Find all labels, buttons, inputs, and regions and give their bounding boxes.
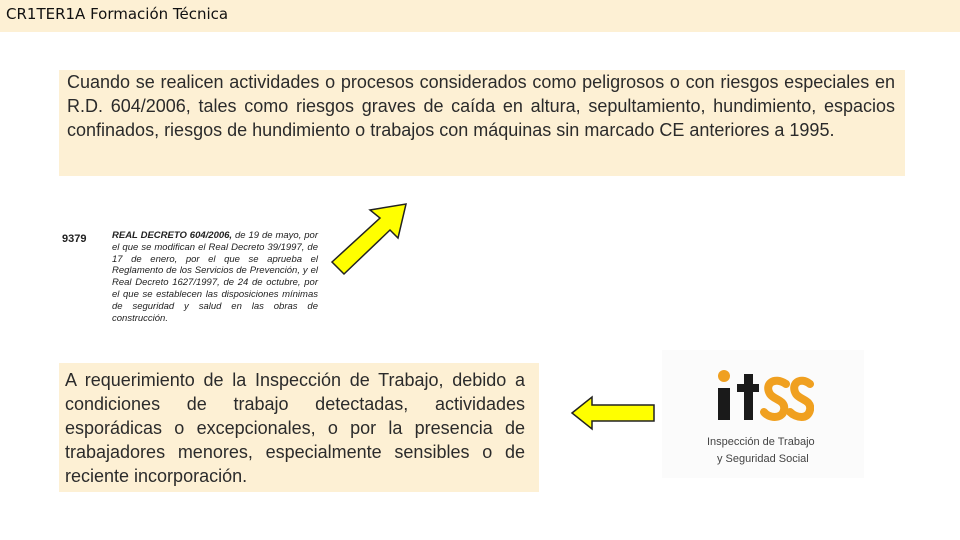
bottom-text: A requerimiento de la Inspección de Trabajo, debido a condiciones de trabajo detectadas, actividades esporádicas o excepcionales, o por la presencia de trabajadores menores, especialmente sensibles o de reciente incorporación. <box>65 370 525 486</box>
logo-caption-line2: y Seguridad Social <box>717 453 809 465</box>
header-bar <box>0 0 960 32</box>
decree-text <box>112 230 318 324</box>
decree-excerpt-image <box>62 230 332 324</box>
decree-title: REAL DECRETO 604/2006, <box>112 230 233 241</box>
top-text: Cuando se realicen actividades o procesos considerados como peligrosos o con riesgos especiales en R.D. 604/2006, tales como riesgos graves de caída en altura, sepultamiento, hundimiento, espacios confinados, riesgos de hundimiento o trabajos con máquinas sin marcado CE anteriores a 1995. <box>67 72 895 140</box>
left-arrow-icon <box>570 395 656 431</box>
diagonal-arrow-icon <box>326 198 412 280</box>
decree-body: de 19 de mayo, por el que se modifican el Real Decreto 39/1997, de 17 de enero, por el que se aprueba el Reglamento de los Servicios de Prevención, y el Real Decreto 1627/1997, de 24 de octubre, por el que se establecen las disposiciones mínimas de seguridad y salud en las obras de construcción. <box>112 230 318 324</box>
bottom-text-box <box>59 363 539 492</box>
logo-caption-line1: Inspección de Trabajo <box>707 436 815 448</box>
top-text-box <box>59 70 905 176</box>
itss-logo-letters <box>714 354 814 426</box>
itss-logo <box>662 350 864 478</box>
presentation-title: CR1TER1A Formación Técnica <box>6 5 229 23</box>
decree-number: 9379 <box>62 233 87 245</box>
